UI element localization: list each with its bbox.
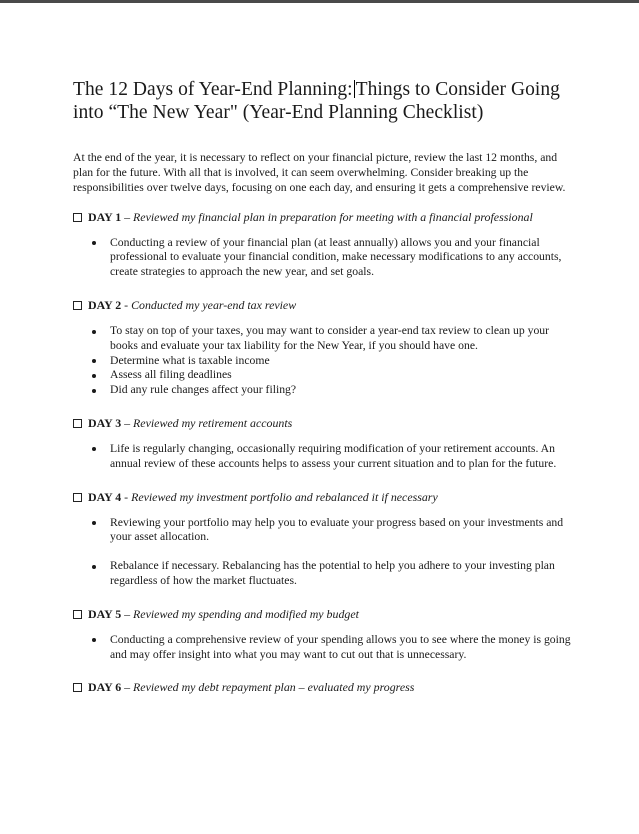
list-item: Reviewing your portfolio may help you to evaluate your progress based on your investments and your asset allocation. [73, 516, 573, 546]
bullet-list [73, 633, 573, 663]
day-separator: - [121, 489, 132, 504]
day-separator: – [121, 606, 134, 621]
day-separator: - [121, 298, 132, 312]
text-cursor [354, 80, 355, 98]
day-label: DAY 5 [88, 606, 122, 621]
window-top-border [0, 0, 639, 3]
list-item: Assess all filing deadlines [73, 368, 573, 383]
day-heading [73, 298, 573, 313]
day-label: DAY 4 [88, 489, 122, 504]
day-label: DAY 1 [88, 209, 122, 224]
day-separator: – [121, 680, 134, 695]
day-heading [73, 607, 573, 622]
day-heading [73, 210, 573, 225]
checkbox-icon[interactable] [73, 683, 82, 692]
checklist-item-day-6 [73, 680, 573, 695]
list-item: Life is regularly changing, occasionally requiring modification of your retirement accounts. An annual review of these accounts helps to assess your current situation and to plan for the future. [73, 442, 573, 472]
day-separator: – [121, 415, 134, 430]
bullet-list [73, 442, 573, 472]
day-heading [73, 680, 573, 695]
checkbox-icon[interactable] [73, 610, 82, 619]
bullet-list [73, 324, 573, 398]
checkbox-icon[interactable] [73, 301, 82, 310]
day-heading [73, 416, 573, 431]
checkbox-icon[interactable] [73, 493, 82, 502]
checkbox-icon[interactable] [73, 213, 82, 222]
list-item: Conducting a comprehensive review of your spending allows you to see where the money is going and may offer insight into what you may want to cut out that is unnecessary. [73, 633, 573, 663]
list-item: To stay on top of your taxes, you may want to consider a year-end tax review to clean up your books and evaluate your tax liability for the New Year, if you should have one. [73, 324, 573, 354]
day-description: Reviewed my financial plan in preparation for meeting with a financial professional [133, 209, 533, 224]
day-description: Reviewed my debt repayment plan – evaluated my progress [133, 680, 415, 695]
day-label: DAY 3 [88, 415, 122, 430]
intro-paragraph: At the end of the year, it is necessary to reflect on your financial picture, review the last 12 months, and plan for the future. With all that is involved, it can seem overwhelming. Consider breaking up the responsibilities over twelve days, focusing on one each day, and ensuring it gets a comprehensive review. [73, 151, 566, 195]
list-item: Did any rule changes affect your filing? [73, 383, 573, 398]
title-part-2: Things to Consider Going into “The New Year" (Year-End Planning Checklist) [73, 79, 560, 123]
checklist-item-day-3 [73, 416, 573, 472]
checklist-item-day-5 [73, 607, 573, 663]
checklist [73, 210, 573, 696]
document-page [73, 78, 573, 695]
list-item: Conducting a review of your financial plan (at least annually) allows you and your financial professional to evaluate your financial condition, make necessary modifications to any accounts, create strategies to approach the new year, and set goals. [73, 236, 573, 280]
day-separator: – [121, 209, 134, 224]
bullet-list [73, 516, 573, 589]
day-heading [73, 490, 573, 505]
checklist-item-day-2 [73, 298, 573, 398]
day-label: DAY 2 [88, 298, 122, 312]
list-item: Determine what is taxable income [73, 354, 573, 369]
checklist-item-day-1 [73, 210, 573, 280]
day-description: Conducted my year-end tax review [131, 298, 297, 312]
day-description: Reviewed my retirement accounts [133, 415, 293, 430]
day-description: Reviewed my investment portfolio and rebalanced it if necessary [131, 489, 438, 504]
checkbox-icon[interactable] [73, 419, 82, 428]
day-label: DAY 6 [88, 680, 122, 695]
list-item: Rebalance if necessary. Rebalancing has the potential to help you adhere to your investing plan regardless of how the market fluctuates. [73, 559, 573, 589]
document-title [73, 78, 573, 124]
title-part-1: The 12 Days of Year-End Planning: [73, 79, 353, 100]
bullet-list [73, 236, 573, 280]
day-description: Reviewed my spending and modified my budget [133, 606, 359, 621]
checklist-item-day-4 [73, 490, 573, 589]
